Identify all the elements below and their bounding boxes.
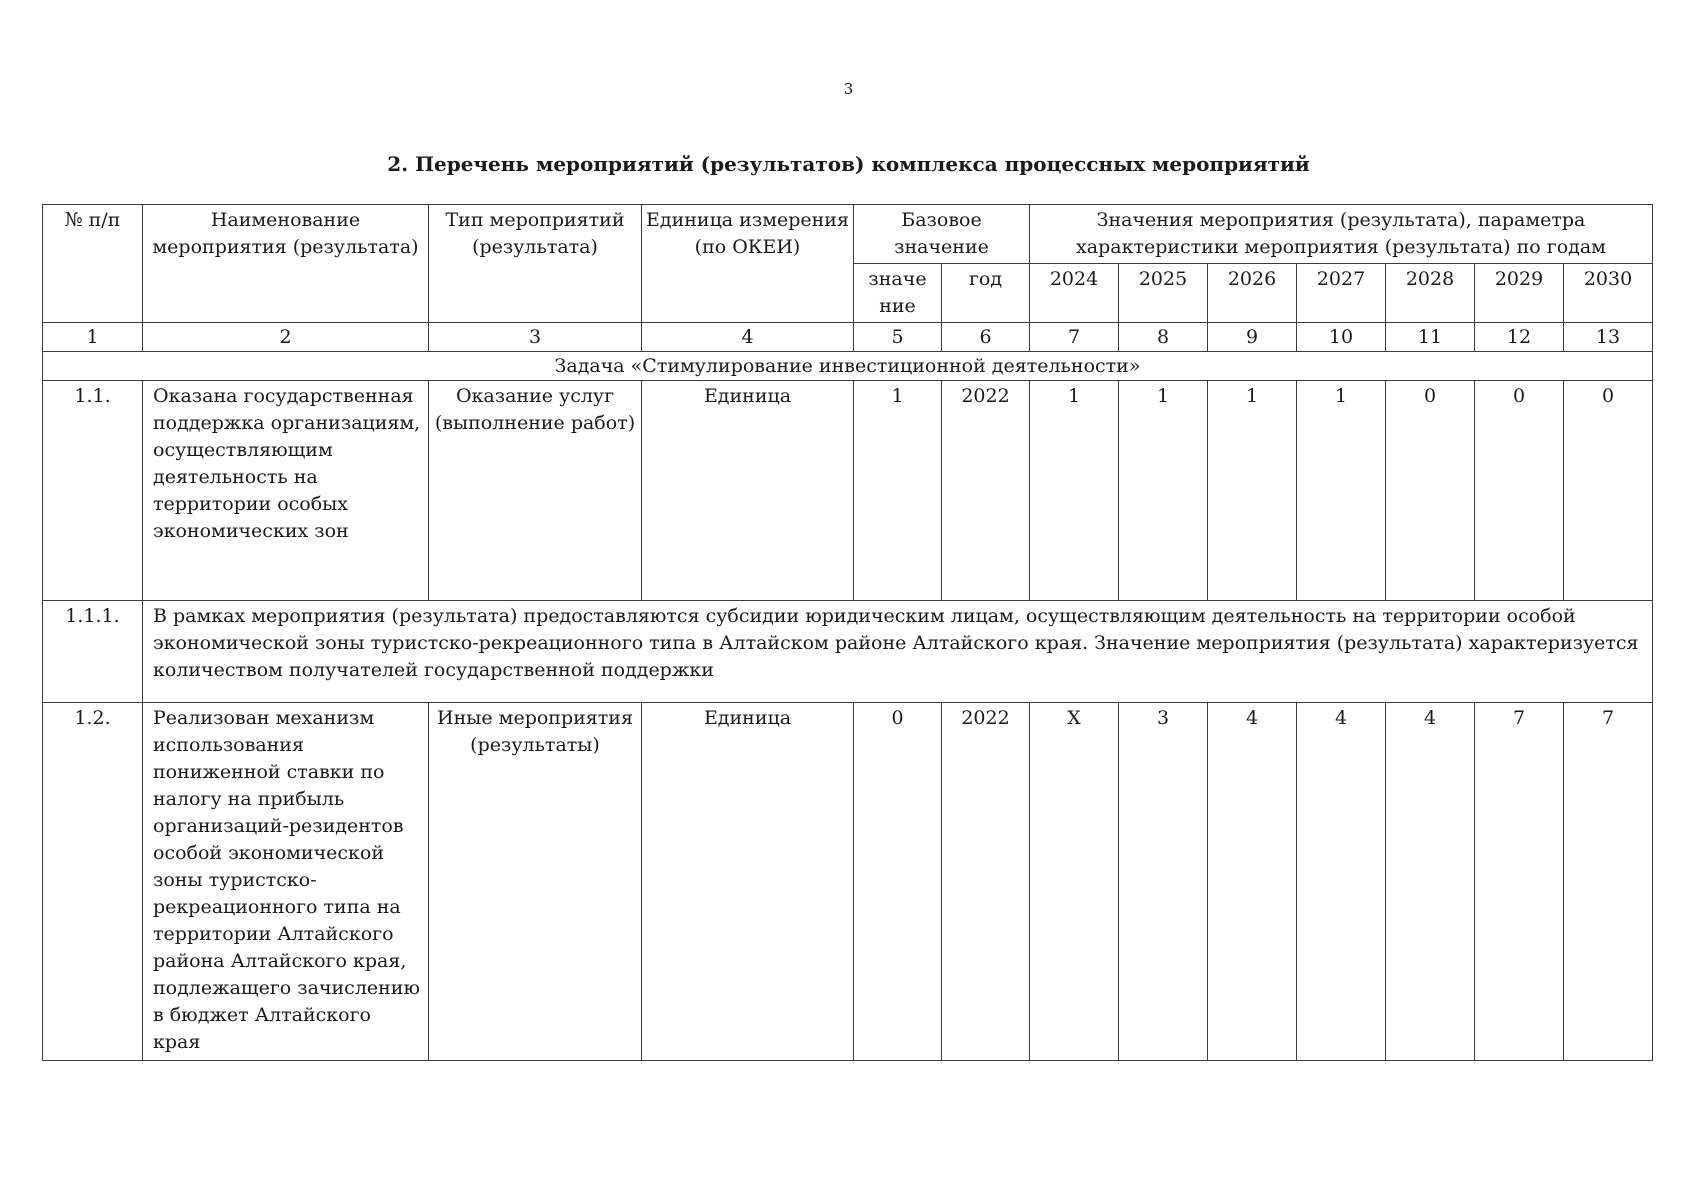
row-value: X [1030, 703, 1119, 1061]
row-value: 7 [1475, 703, 1564, 1061]
header-year: 2029 [1475, 264, 1564, 323]
header-year: 2028 [1386, 264, 1475, 323]
row-value: 3 [1119, 703, 1208, 1061]
column-number: 5 [854, 323, 942, 352]
row-value: 1 [1208, 381, 1297, 601]
row-value: 1 [1297, 381, 1386, 601]
row-value: 0 [1564, 381, 1653, 601]
column-number: 9 [1208, 323, 1297, 352]
header-row-1 [43, 205, 1653, 264]
column-number: 3 [429, 323, 642, 352]
row-base-value: 1 [854, 381, 942, 601]
column-number: 6 [942, 323, 1030, 352]
column-number: 2 [143, 323, 429, 352]
row-value: 7 [1564, 703, 1653, 1061]
table-row [43, 381, 1653, 601]
row-value: 4 [1297, 703, 1386, 1061]
header-year: 2027 [1297, 264, 1386, 323]
table-row [43, 703, 1653, 1061]
header-base-value: значе ние [854, 264, 942, 323]
column-number: 4 [642, 323, 854, 352]
row-type: Оказание услуг (выполнение работ) [429, 381, 642, 601]
column-numbers-row [43, 323, 1653, 352]
header-year: 2030 [1564, 264, 1653, 323]
row-unit: Единица [642, 381, 854, 601]
task-row [43, 352, 1653, 381]
header-base-year: год [942, 264, 1030, 323]
row-value: 4 [1386, 703, 1475, 1061]
header-year: 2026 [1208, 264, 1297, 323]
row-value: 1 [1119, 381, 1208, 601]
row-base-year: 2022 [942, 703, 1030, 1061]
header-num: № п/п [43, 205, 143, 323]
row-num: 1.2. [43, 703, 143, 1061]
header-year: 2024 [1030, 264, 1119, 323]
row-value: 1 [1030, 381, 1119, 601]
column-number: 10 [1297, 323, 1386, 352]
note-num: 1.1.1. [43, 601, 143, 703]
row-base-value: 0 [854, 703, 942, 1061]
note-text: В рамках мероприятия (результата) предоставляются субсидии юридическим лицам, осуществляющим деятельность на территории особой экономической зоны туристско-рекреационного типа в Алтайском районе Алтайского края. Значение мероприятия (результата) характеризуется количеством получателей государственной поддержки [143, 601, 1653, 703]
column-number: 8 [1119, 323, 1208, 352]
header-unit: Единица измерения (по ОКЕИ) [642, 205, 854, 323]
note-row [43, 601, 1653, 703]
row-name: Реализован механизм использования пониженной ставки по налогу на прибыль организаций-резидентов особой экономической зоны туристско-рекреационного типа на территории Алтайского района Алтайского края, подлежащего зачислению в бюджет Алтайского края [143, 703, 429, 1061]
row-unit: Единица [642, 703, 854, 1061]
page-number: 3 [843, 80, 854, 98]
row-name: Оказана государственная поддержка организациям, осуществляющим деятельность на территории особых экономических зон [143, 381, 429, 601]
measures-table [42, 204, 1653, 1061]
column-number: 12 [1475, 323, 1564, 352]
header-type: Тип мероприятий (результата) [429, 205, 642, 323]
task-title: Задача «Стимулирование инвестиционной деятельности» [43, 352, 1653, 381]
document-title: 2. Перечень мероприятий (результатов) комплекса процессных мероприятий [387, 152, 1310, 176]
row-type: Иные мероприятия (результаты) [429, 703, 642, 1061]
row-value: 0 [1475, 381, 1564, 601]
column-number: 13 [1564, 323, 1653, 352]
column-number: 11 [1386, 323, 1475, 352]
header-values: Значения мероприятия (результата), параметра характеристики мероприятия (результата) по годам [1030, 205, 1653, 264]
header-year: 2025 [1119, 264, 1208, 323]
row-base-year: 2022 [942, 381, 1030, 601]
header-name: Наименование мероприятия (результата) [143, 205, 429, 323]
row-value: 0 [1386, 381, 1475, 601]
row-value: 4 [1208, 703, 1297, 1061]
column-number: 1 [43, 323, 143, 352]
column-number: 7 [1030, 323, 1119, 352]
header-base: Базовое значение [854, 205, 1030, 264]
row-num: 1.1. [43, 381, 143, 601]
